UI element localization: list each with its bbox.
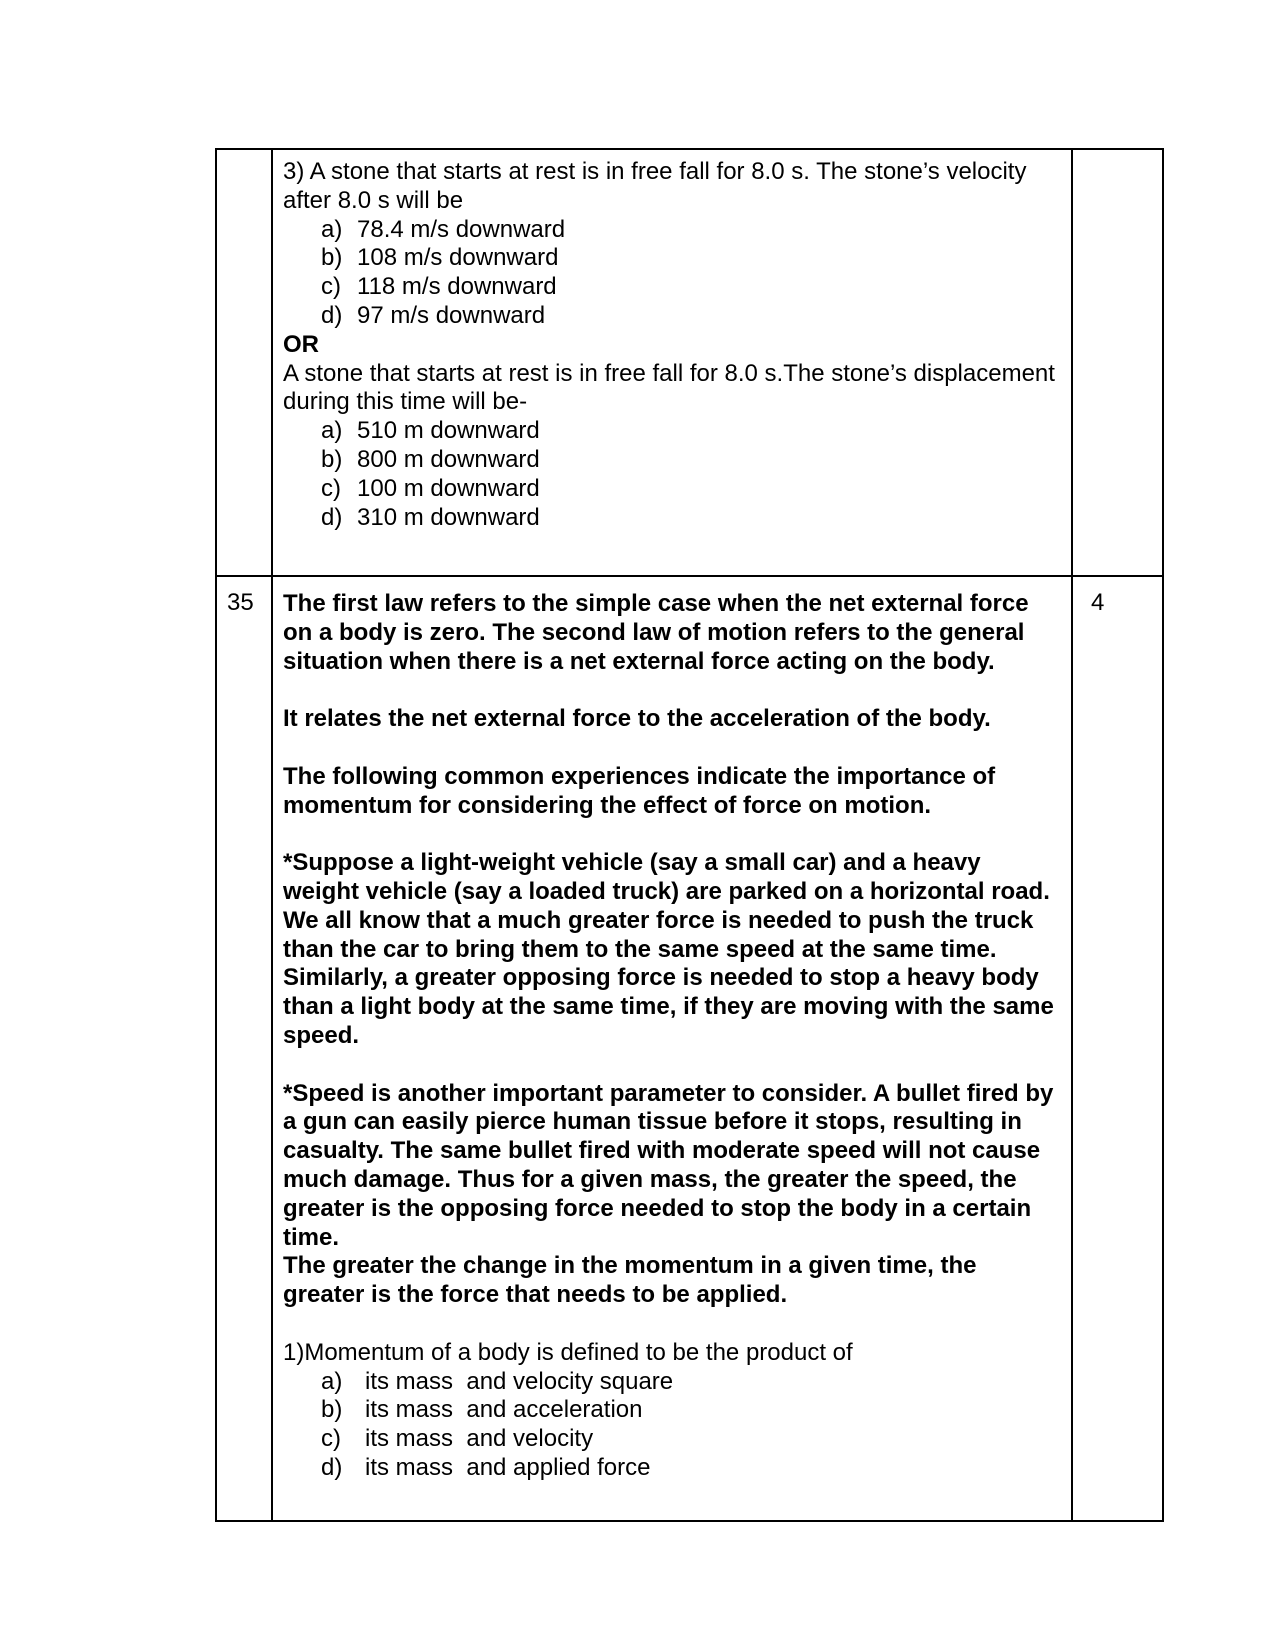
passage-paragraph: The following common experiences indicate the importance of momentum for considering the effect of force on motion.	[283, 762, 996, 819]
option-letter: d)	[321, 1453, 343, 1481]
option-item	[321, 273, 1061, 302]
option-item	[321, 1425, 1061, 1454]
option-item	[321, 1368, 1061, 1397]
options-list	[283, 216, 1061, 331]
passage-paragraph: It relates the net external force to the acceleration of the body.	[283, 705, 991, 733]
option-letter: d)	[321, 301, 343, 329]
passage-paragraph: *Speed is another important parameter to consider. A bullet fired by a gun can easily pierce human tissue before it stops, resulting in casualty. The same bullet fired with moderate speed will not cause much damage. Thus for a given mass, the greater the speed, the greater is the opposing force needed to stop the body in a certain time.	[283, 1079, 1054, 1251]
passage-paragraph: *Suppose a light-weight vehicle (say a small car) and a heavy weight vehicle (say a loaded truck) are parked on a horizontal road. We all know that a much greater force is needed to push the truck than the car to bring them to the same speed at the same time. Similarly, a greater opposing force is needed to stop a heavy body than a light body at the same time, if they are moving with the same speed.	[283, 849, 1054, 1049]
option-item	[321, 1396, 1061, 1425]
option-letter: b)	[321, 1396, 343, 1424]
option-text: its mass and applied force	[365, 1453, 651, 1481]
option-item	[321, 216, 1061, 245]
option-item	[321, 504, 1061, 533]
option-text: 78.4 m/s downward	[357, 215, 566, 243]
option-text: 800 m downward	[357, 445, 540, 473]
question-text: 3) A stone that starts at rest is in free fall for 8.0 s. The stone’s velocity after 8.0 s will be	[283, 158, 1027, 214]
option-text: its mass and velocity	[365, 1425, 594, 1453]
option-letter: c)	[321, 474, 341, 502]
option-text: 97 m/s downward	[357, 301, 546, 329]
option-letter: a)	[321, 1367, 343, 1395]
question-number-cell	[217, 150, 273, 575]
or-label: OR	[283, 330, 319, 358]
option-text: 108 m/s downward	[357, 244, 559, 272]
question-body-cell	[273, 150, 1073, 575]
option-item	[321, 1454, 1061, 1483]
table-row	[217, 150, 1162, 575]
question-body-cell	[273, 577, 1073, 1520]
option-text: its mass and acceleration	[365, 1396, 643, 1424]
option-text: 310 m downward	[357, 503, 540, 531]
question-table	[215, 148, 1164, 1522]
option-letter: c)	[321, 273, 341, 301]
passage-paragraph: The greater the change in the momentum in a given time, the greater is the force that needs to be applied.	[283, 1252, 977, 1309]
option-item	[321, 417, 1061, 446]
alt-question-text: A stone that starts at rest is in free fall for 8.0 s.The stone’s displacement during this time will be-	[283, 359, 1055, 416]
option-text: 100 m downward	[357, 474, 540, 502]
option-text: 510 m downward	[357, 417, 540, 445]
option-item	[321, 446, 1061, 475]
question-text: 1)Momentum of a body is defined to be the product of	[283, 1338, 853, 1366]
marks-cell	[1073, 150, 1162, 575]
option-letter: c)	[321, 1425, 341, 1453]
option-item	[321, 244, 1061, 273]
option-letter: b)	[321, 244, 343, 272]
option-letter: a)	[321, 417, 343, 445]
table-row	[217, 575, 1162, 1520]
option-text: 118 m/s downward	[357, 273, 557, 301]
alt-options-list	[283, 417, 1061, 532]
question-number: 35	[217, 577, 273, 1520]
option-text: its mass and velocity square	[365, 1367, 674, 1395]
option-item	[321, 302, 1061, 331]
option-item	[321, 475, 1061, 504]
option-letter: b)	[321, 445, 343, 473]
marks-value: 4	[1091, 589, 1105, 616]
passage-paragraph: The first law refers to the simple case when the net external force on a body is zero. The second law of motion refers to the general situation when there is a net external force acting on the body.	[283, 590, 1029, 675]
option-letter: a)	[321, 215, 343, 243]
options-list	[283, 1368, 1061, 1483]
option-letter: d)	[321, 503, 343, 531]
